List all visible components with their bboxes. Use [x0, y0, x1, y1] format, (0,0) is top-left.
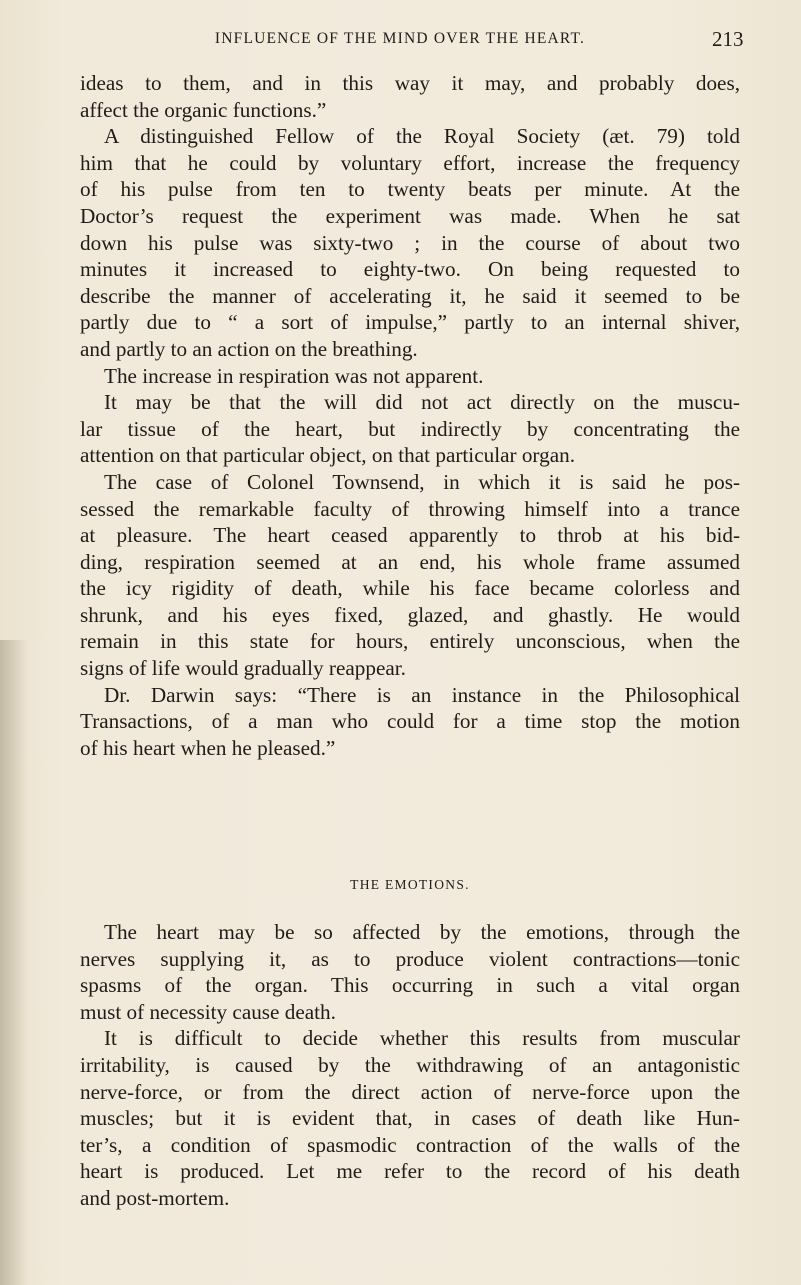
text-line: partly due to “ a sort of impulse,” partly to an internal shiver, [80, 310, 740, 335]
text-line: of his heart when he pleased.” [80, 735, 336, 760]
text-line: heart is produced. Let me refer to the record of his death [80, 1159, 740, 1184]
text-line: ter’s, a condition of spasmodic contraction of the walls of the [80, 1132, 740, 1157]
body-text-upper [80, 70, 740, 761]
text-line: Doctor’s request the experiment was made. When he sat [80, 203, 740, 228]
page-number: 213 [712, 27, 744, 51]
text-line: ding, respiration seemed at an end, his whole frame assumed [80, 549, 740, 574]
text-line: describe the manner of accelerating it, he said it seemed to be [80, 283, 740, 308]
text-line: and post-mortem. [80, 1185, 230, 1210]
text-line: muscles; but it is evident that, in cases of death like Hun- [80, 1106, 740, 1131]
text-line: sessed the remarkable faculty of throwing himself into a trance [80, 496, 740, 521]
text-line: remain in this state for hours, entirely unconscious, when the [80, 629, 740, 654]
text-line: It is difficult to decide whether this results from muscular [104, 1026, 740, 1051]
text-line: minutes it increased to eighty-two. On being requested to [80, 257, 740, 282]
text-line: The case of Colonel Townsend, in which it is said he pos- [104, 469, 740, 494]
running-head: INFLUENCE OF THE MIND OVER THE HEART. [214, 30, 586, 47]
text-line: shrunk, and his eyes fixed, glazed, and ghastly. He would [80, 602, 740, 627]
text-line: nerve-force, or from the direct action of nerve-force upon the [80, 1079, 740, 1104]
text-line: A distinguished Fellow of the Royal Society (æt. 79) told [104, 124, 740, 149]
body-text-lower [80, 919, 740, 1212]
text-line: down his pulse was sixty-two ; in the course of about two [80, 230, 740, 255]
text-line: Transactions, of a man who could for a time stop the motion [80, 709, 740, 734]
page-edge-shadow [0, 640, 28, 1285]
text-line: attention on that particular object, on that particular organ. [80, 443, 575, 468]
text-line: signs of life would gradually reappear. [80, 656, 406, 681]
text-line: of his pulse from ten to twenty beats per minute. At the [80, 177, 740, 202]
text-line: him that he could by voluntary effort, increase the frequency [80, 150, 740, 175]
text-line: The heart may be so affected by the emotions, through the [104, 920, 740, 944]
text-line: nerves supplying it, as to produce violent contractions—tonic [80, 946, 740, 971]
text-line: lar tissue of the heart, but indirectly by concentrating the [80, 416, 740, 441]
text-line: must of necessity cause death. [80, 999, 336, 1024]
text-line: irritability, is caused by the withdrawing of an antagonistic [80, 1052, 740, 1077]
text-line: and partly to an action on the breathing. [80, 336, 418, 361]
text-line: the icy rigidity of death, while his face became colorless and [80, 576, 740, 601]
text-line: Dr. Darwin says: “There is an instance in the Philosophical [104, 682, 740, 707]
text-line: ideas to them, and in this way it may, and probably does, [80, 71, 740, 95]
section-heading: THE EMOTIONS. [350, 877, 470, 892]
text-line: at pleasure. The heart ceased apparently to throb at his bid- [80, 523, 740, 548]
text-line: The increase in respiration was not apparent. [104, 363, 484, 388]
text-line: spasms of the organ. This occurring in such a vital organ [80, 973, 740, 998]
text-line: It may be that the will did not act directly on the muscu- [104, 390, 740, 415]
text-line: affect the organic functions.” [80, 97, 327, 122]
